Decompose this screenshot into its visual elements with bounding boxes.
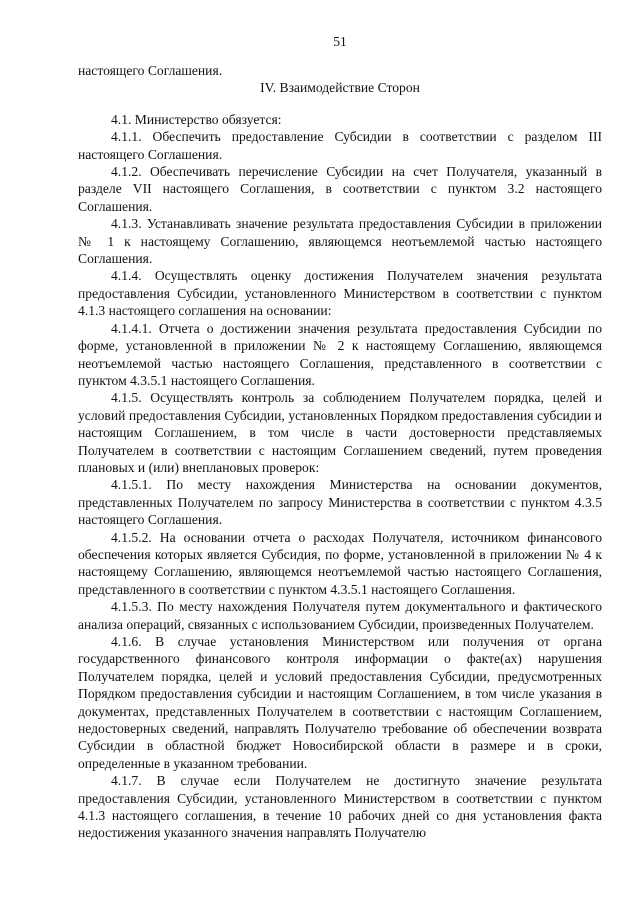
continuation-text: настоящего Соглашения. [78,63,223,78]
paragraph-4-1-5-1: 4.1.5.1. По месту нахождения Министерства на основании документов, представленных Получателем по запросу Министерства в соответствии с пунктом 4.3.5 настоящего Соглашения. [78,477,602,528]
paragraph-4-1-1: 4.1.1. Обеспечить предоставление Субсидии в соответствии с разделом III настоящего Соглашения. [78,129,602,162]
page-number: 51 [333,34,347,49]
paragraph-4-1-2: 4.1.2. Обеспечивать перечисление Субсидии на счет Получателя, указанный в разделе VII настоящего Соглашения, в соответствии с пунктом 3.2 настоящего Соглашения. [78,164,602,214]
paragraph-4-1-3: 4.1.3. Устанавливать значение результата предоставления Субсидии в приложении № 1 к настоящему Соглашению, являющемся неотъемлемой частью настоящего Соглашения. [78,216,602,267]
section-heading: IV. Взаимодействие Сторон [260,80,420,96]
paragraph-4-1-5: 4.1.5. Осуществлять контроль за соблюдением Получателем порядка, целей и условий предоставления Субсидии, установленных Порядком предоставления субсидии и настоящим Соглашением, в том числе в части достоверности представляемых Получателем в соответствии с настоящим Соглашением сведений, путем проведения плановых и (или) внеплановых проверок: [78,390,602,475]
paragraph-4-1: 4.1. Министерство обязуется: [111,111,282,127]
paragraph-4-1-6: 4.1.6. В случае установления Министерством или получения от органа государственного финансового контроля информации о факте(ах) нарушения Получателем порядка, целей и условий предоставления Субсидии, предусмотренных Порядком предоставления субсидии и настоящим Соглашением, в том числе указания в документах, представленных Получателем в соответствии с настоящим Соглашением, недостоверных сведений, направлять Получателю требование об обеспечении возврата Субсидии в областной бюджет Новосибирской области в размере и в сроки, определенные в указанном требовании. [78,634,602,771]
paragraph-4-1-4: 4.1.4. Осуществлять оценку достижения Получателем значения результата предоставления Субсидии, установленного Министерством в соответствии с пунктом 4.1.3 настоящего соглашения на основании: [78,268,602,319]
paragraph-4-1-5-2: 4.1.5.2. На основании отчета о расходах Получателя, источником финансового обеспечения которых является Субсидия, по форме, установленной в приложении № 4 к настоящему Соглашению, являющемся неотъемлемой частью настоящего Соглашения, представленного в соответствии с пунктом 4.3.5.1 настоящего Соглашения. [78,529,602,597]
paragraph-4-1-7: 4.1.7. В случае если Получателем не достигнуто значение результата предоставления Субсидии, установленного Министерством в соответствии с пунктом 4.1.3 настоящего соглашения, в течение 10 рабочих дней со дня установления факта недостижения указанного значения направлять Получателю [78,773,602,841]
document-page [78,34,602,842]
paragraph-4-1-4-1: 4.1.4.1. Отчета о достижении значения результата предоставления Субсидии по форме, установленной в приложении № 2 к настоящему Соглашению, являющемся неотъемлемой частью настоящего Соглашения, представленного в соответствии с пунктом 4.3.5.1 настоящего Соглашения. [78,320,602,388]
paragraph-4-1-5-3: 4.1.5.3. По месту нахождения Получателя путем документального и фактического анализа операций, связанных с использованием Субсидии, произведенных Получателем. [78,599,602,632]
